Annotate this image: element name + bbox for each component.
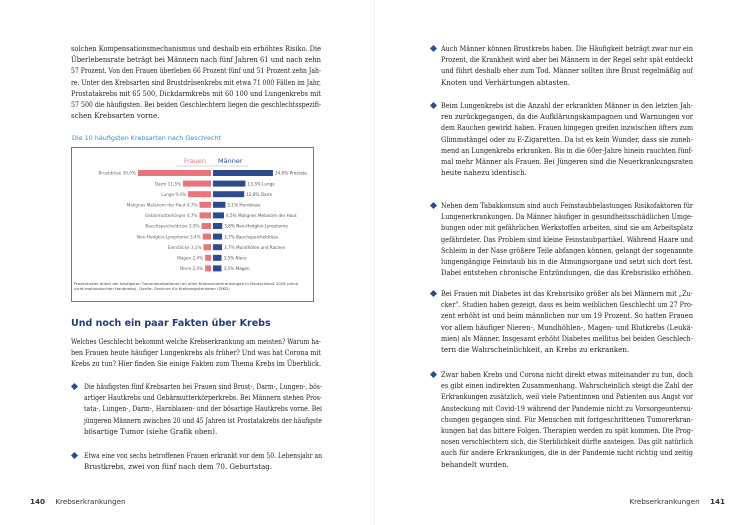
text-line: Knoten und Verhärtungen abtasten. (441, 77, 571, 87)
text-line: Schleim in der Nase größere Teile abfangen können, gelangt der sogenannte (441, 245, 693, 255)
label-maenner: 4,5% Malignes Melanom der Haut (225, 213, 297, 219)
label-frauen: Brustdrüse 30,0% (98, 170, 136, 176)
text-line: Krebs zu tun? Hier finden Sie einige Fakten zum Thema Krebs im Überblick. (71, 359, 321, 369)
text-line: Welches Geschlecht bekommt welche Krebserkrankung am meisten? Warum ha- (71, 337, 321, 346)
text-line: tern die Wahrscheinlichkeit, an Krebs zu erkranken. (441, 345, 630, 354)
text-line: Etwa eine von sechs betroffenen Frauen erkrankt vor dem 50. Lebensjahr an (84, 451, 322, 460)
text-line: schen Krebsarten vorne. (71, 111, 160, 121)
label-frauen: Magen 2,4% (177, 255, 204, 261)
text-line: mal mehr Männer als Frauen. Bei Jüngeren sind die Neuerkrankungsraten (441, 157, 693, 166)
bar-frauen (205, 255, 211, 261)
label-maenner: 3,7% Bauchspeicheldrüse (224, 234, 279, 240)
bullet-diamond-icon (71, 383, 78, 390)
text-line: Die häufigsten fünf Krebsarten bei Frauen sind Brust-, Darm-, Lungen-, bös- (84, 382, 322, 391)
bullet-diamond-icon (430, 102, 437, 109)
chart-frame (71, 147, 314, 302)
page-number: 140 (30, 497, 46, 506)
footer-left (30, 497, 126, 506)
label-maenner: 3,8% Non-Hodgkin-Lymphome (224, 223, 288, 229)
text-line: nosen verschlechtern sich, die Sterblichkeit dürfte ansteigen. Das gilt natürlich (441, 437, 693, 447)
label-maenner: 24,6% Prostata (274, 170, 307, 176)
bullet-diamond-icon (430, 202, 437, 209)
bullet-diamond-icon (71, 452, 78, 459)
label-frauen: Bauchspeicheldrüse 3,9% (145, 223, 200, 229)
text-line: 57 500 die häufigsten. Bei beiden Geschlechtern liegen die geschlechtsspezifi- (71, 100, 321, 109)
text-line: bungen oder mit gefährlichen Werkstoffen arbeiten, sind sie am Arbeitsplatz (441, 223, 693, 233)
chart-title: Die 10 häufigsten Krebsarten nach Geschlecht (72, 134, 221, 142)
text-line: Ansteckung mit Covid-19 während der Pandemie nicht zu Vorsorgeuntersu- (441, 403, 693, 413)
bar-maenner (213, 202, 225, 208)
label-frauen: Darm 11,5% (154, 181, 181, 187)
chart-caption: Prozentualer Anteil der häufigsten Tumorlokalisationen an allen Krebsneuerkrankungen in Deutschland 2018 (ohne nicht-melanotischen Hautkrebs), Quelle: Zentrum für Krebsregisterdaten (ZfKD) (74, 281, 299, 292)
text-line: Auch Männer können Brustkrebs haben. Die Häufigkeit beträgt zwar nur ein (441, 44, 693, 53)
text-line: lungengängige Feinstaub bis in die Atmungsorgane und setzt sich dort fest. (441, 257, 693, 266)
text-line: tata-, Lungen-, Darm-, Harnblasen- und der bösartige Hautkrebs vorne. Bei (84, 404, 322, 414)
bar-maenner (213, 255, 222, 261)
footer-title: Krebserkrankungen (629, 497, 700, 506)
text-line: ren zurückgegangen, da die Aufklärungskampagnen und Warnungen vor (441, 112, 693, 122)
text-line: Dabei entstehen chronische Entzündungen, die das Krebsrisiko erhöhen. (441, 268, 693, 278)
bar-frauen (201, 223, 211, 229)
footer-title: Krebserkrankungen (55, 497, 126, 506)
bar-frauen (188, 191, 211, 197)
text-line: bösartige Tumor (siehe Grafik oben). (84, 426, 218, 436)
label-frauen: Gebärmutterkörper 4,7% (145, 213, 198, 219)
label-maenner: 12,8% Darm (246, 191, 273, 197)
label-maenner: 5,1% Harnblase (227, 202, 261, 208)
text-line: Lungenerkrankungen. Da Männer häufiger in gesundheitsschädlichen Umge- (441, 212, 693, 222)
text-line: Neben dem Tabakkonsum sind auch Feinstaubbelastungen Risikofaktoren für (441, 201, 693, 210)
bar-frauen (138, 170, 211, 176)
bar-frauen (200, 202, 211, 208)
text-line: mend an Lungenkrebs erkranken. Bis in die 60er-Jahre hinein rauchten fünf- (441, 145, 693, 155)
label-frauen: Lunge 9,4% (161, 191, 187, 197)
text-line: mien) als Männer. Insgesamt erhöht Diabetes mellitus bei beiden Geschlech- (441, 333, 693, 343)
text-line: solchen Kompensationsmechanismus und deshalb ein erhöhtes Risiko. Die (71, 44, 321, 53)
page-number: 141 (709, 497, 725, 506)
bullet-diamond-icon (430, 290, 437, 297)
bullet-diamond-icon (430, 45, 437, 52)
text-line: Beim Lungenkrebs ist die Anzahl der erkrankten Männer in den letzten Jah- (441, 101, 693, 110)
text-line: es gibt einen indirekten Zusammenhang. Wahrscheinlich steigt die Zahl der (441, 381, 693, 391)
text-line: jüngeren Männern zwischen 20 und 45 Jahren ist Prostatakrebs der häufigste (84, 415, 322, 425)
label-maenner: 3,5% Niere (223, 255, 247, 261)
label-frauen: Eierstöcke 3,1% (167, 244, 202, 250)
label-maenner: 13,3% Lunge (247, 181, 275, 187)
text-line: gefährdeter. Das Problem sind kleine Feinstaubpartikel. Während Haare und (441, 234, 693, 244)
text-line: ben Frauen heute häufiger Lungenkrebs als früher? Und was hat Corona mit (71, 348, 321, 358)
bar-frauen (200, 212, 211, 218)
text-line: Erkrankungen zusätzlich, weil viele Patientinnen und Patienten aus Angst vor (441, 392, 693, 402)
label-frauen: Malignes Melanom der Haut 4,7% (126, 202, 198, 208)
text-line: vor allem häufiger Nieren-, Mundhöhlen-, Magen- und Blutkrebs (Leukä- (441, 322, 693, 332)
bar-frauen (203, 244, 211, 250)
legend-maenner: Männer (218, 157, 243, 165)
label-frauen: Non-Hodgkin-Lymphome 3,4% (137, 234, 201, 240)
bar-maenner (213, 181, 245, 187)
text-line: cker". Studien haben gezeigt, dass es beim weiblichen Geschlecht um 27 Pro- (441, 300, 693, 310)
right-page (375, 0, 750, 525)
text-line: zent erhöht ist und beim männlichen nur um 19 Prozent. So hatten Frauen (441, 311, 693, 321)
bar-maenner (213, 244, 222, 250)
bar-frauen (203, 234, 211, 240)
bar-chart (72, 148, 313, 301)
bar-maenner (213, 265, 222, 271)
footer-right (629, 497, 725, 506)
text-line: heute nahezu identisch. (441, 168, 527, 178)
text-line: Bei Frauen mit Diabetes ist das Krebsrisiko größer als bei Männern mit „Zu- (441, 289, 693, 298)
text-line: 57 Prozent. Von den Frauen überleben 66 Prozent fünf und 51 Prozent zehn Jah- (71, 66, 321, 76)
text-line: Glimmstängel oder zu E-Zigaretten. Da ist es kein Wunder, dass sie zuneh- (441, 134, 693, 144)
bar-frauen (205, 265, 211, 271)
text-line: dem Rauchen gewirkt haben. Frauen hingegen greifen inzwischen öfters zum (441, 123, 693, 133)
bar-maenner (213, 234, 222, 240)
bar-frauen (183, 181, 211, 187)
text-line: Brustkrebs, zwei von fünf nach dem 70. Geburtstag. (84, 462, 273, 472)
text-line: kungen hat das bittere Folgen. Therapien werden zu spät kommen. Die Prog- (441, 426, 693, 435)
section-heading: Und noch ein paar Fakten über Krebs (71, 318, 271, 329)
text-line: Prostatakrebs mit 65 500, Dickdarmkrebs mit 60 100 und Lungenkrebs mit (71, 88, 321, 98)
text-line: Überlebensrate beträgt bei Männern nach fünf Jahren 61 und nach zehn (71, 55, 321, 65)
text-line: Prozent, die Krankheit wird aber bei Männern in der Regel sehr spät entdeckt (441, 55, 693, 65)
text-line: artiger Hautkrebs und Gebärmutterkörperkrebs. Bei Männern stehen Pros- (84, 393, 322, 403)
label-frauen: Niere 2,4% (180, 266, 204, 272)
bar-maenner (213, 170, 273, 176)
label-maenner: 3,5% Magen (223, 266, 250, 272)
text-line: behandelt wurden. (441, 459, 509, 469)
bar-maenner (213, 223, 222, 229)
text-line: und führt deshalb eher zum Tod. Männer sollten ihre Brust regelmäßig auf (441, 66, 693, 76)
text-line: re. Unter den Krebsarten sind Brustdrüsenkrebs mit etwa 71 000 Fällen im Jahr, (71, 77, 321, 87)
bar-maenner (213, 191, 244, 197)
label-maenner: 3,7% Mundhöhle und Rachen (224, 244, 286, 250)
text-line: Zwar haben Krebs und Corona nicht direkt etwas miteinander zu tun, doch (441, 370, 693, 379)
bar-maenner (213, 212, 224, 218)
bullet-diamond-icon (430, 371, 437, 378)
legend-frauen: Frauen (183, 157, 206, 165)
text-line: auch für andere Erkrankungen, die in der Pandemie nicht richtig und zeitig (441, 448, 693, 458)
text-line: chungen gegangen sind. Für Menschen mit fortgeschrittenen Tumorerkran- (441, 414, 693, 424)
